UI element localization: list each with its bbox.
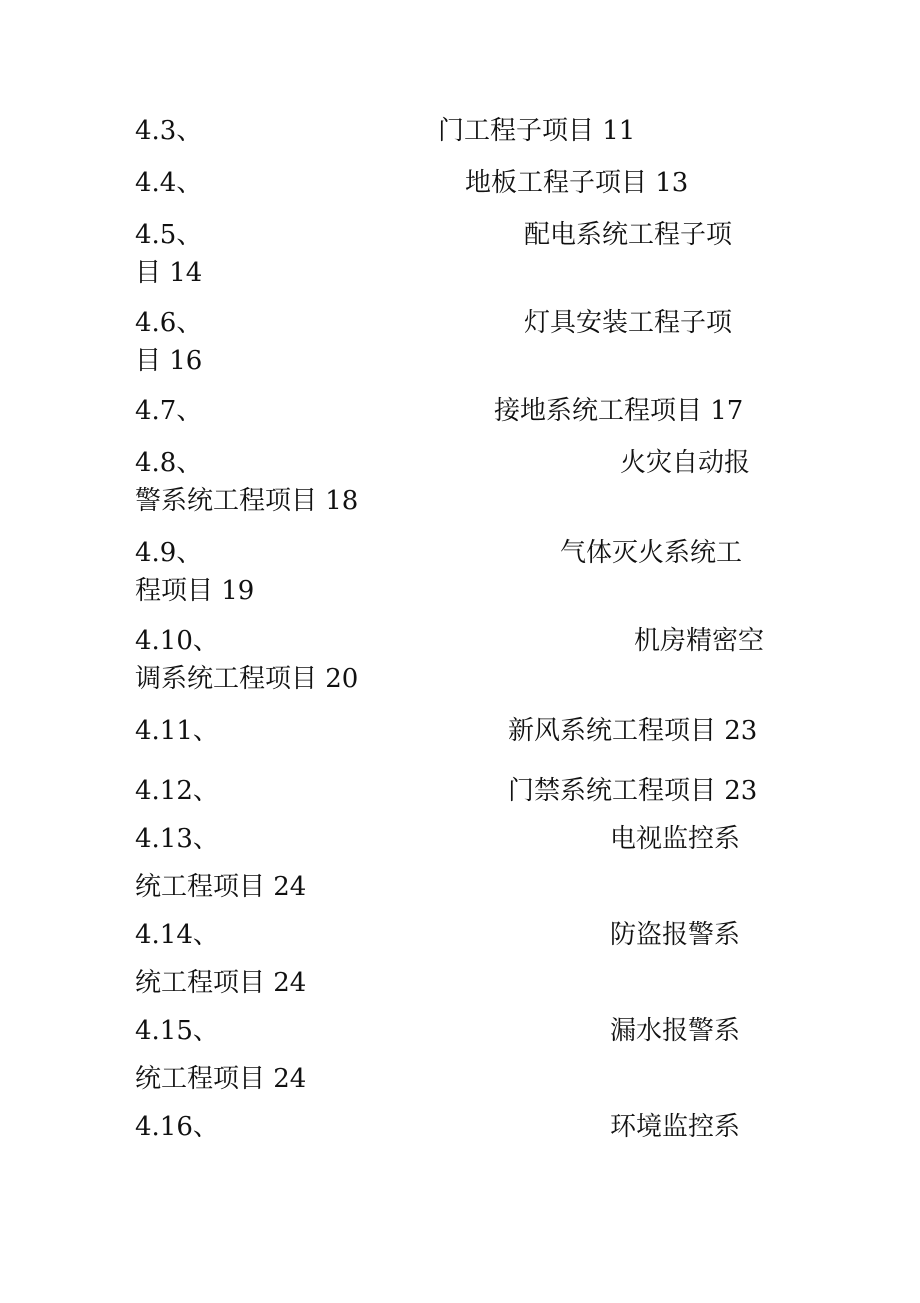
- toc-entry-number: 4.9、: [135, 538, 203, 568]
- toc-entry-continuation[interactable]: 警系统工程项目 18: [135, 486, 359, 516]
- toc-entry-title[interactable]: 漏水报警系: [610, 1016, 741, 1046]
- toc-entry-number: 4.12、: [135, 776, 219, 806]
- toc-entry-number: 4.14、: [135, 920, 219, 950]
- toc-entry-number: 4.8、: [135, 448, 203, 478]
- toc-entry-number: 4.10、: [135, 626, 219, 656]
- toc-entry-continuation[interactable]: 目 16: [135, 346, 203, 376]
- toc-entry-title[interactable]: 门工程子项目 11: [438, 116, 636, 146]
- toc-entry-number: 4.7、: [135, 396, 203, 426]
- toc-entry-continuation[interactable]: 统工程项目 24: [135, 872, 307, 902]
- toc-entry-number: 4.5、: [135, 220, 203, 250]
- toc-entry-number: 4.13、: [135, 824, 219, 854]
- toc-entry-continuation[interactable]: 调系统工程项目 20: [135, 664, 359, 694]
- toc-entry-number: 4.16、: [135, 1112, 219, 1142]
- toc-entry-title[interactable]: 新风系统工程项目 23: [508, 716, 758, 746]
- toc-entry-title[interactable]: 防盗报警系: [610, 920, 741, 950]
- toc-entry-title[interactable]: 机房精密空: [634, 626, 765, 656]
- toc-entry-number: 4.3、: [135, 116, 203, 146]
- toc-entry-title[interactable]: 电视监控系: [610, 824, 741, 854]
- toc-entry-title[interactable]: 灯具安装工程子项: [524, 308, 733, 338]
- toc-entry-title[interactable]: 门禁系统工程项目 23: [508, 776, 758, 806]
- toc-entry-title[interactable]: 环境监控系: [610, 1112, 741, 1142]
- toc-entry-title[interactable]: 配电系统工程子项: [524, 220, 733, 250]
- toc-entry-continuation[interactable]: 统工程项目 24: [135, 1064, 307, 1094]
- toc-entry-continuation[interactable]: 目 14: [135, 258, 203, 288]
- toc-entry-number: 4.11、: [135, 716, 219, 746]
- toc-entry-number: 4.15、: [135, 1016, 219, 1046]
- toc-entry-title[interactable]: 地板工程子项目 13: [465, 168, 689, 198]
- toc-entry-title[interactable]: 接地系统工程项目 17: [494, 396, 744, 426]
- toc-entry-number: 4.4、: [135, 168, 203, 198]
- toc-entry-title[interactable]: 气体灭火系统工: [560, 538, 743, 568]
- toc-entry-title[interactable]: 火灾自动报: [620, 448, 751, 478]
- toc-entry-continuation[interactable]: 统工程项目 24: [135, 968, 307, 998]
- toc-entry-number: 4.6、: [135, 308, 203, 338]
- toc-entry-continuation[interactable]: 程项目 19: [135, 576, 255, 606]
